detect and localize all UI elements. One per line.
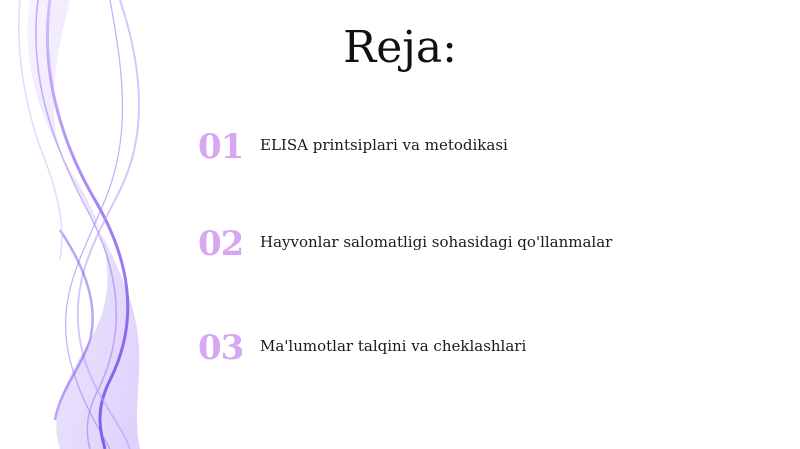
item-number: 02 bbox=[198, 224, 244, 264]
purple-ribbon-decoration bbox=[0, 0, 200, 449]
agenda-item bbox=[198, 127, 758, 167]
item-text: ELISA printsiplari va metodikasi bbox=[260, 136, 508, 154]
item-text: Ma'lumotlar talqini va cheklashlari bbox=[260, 337, 527, 355]
item-number: 01 bbox=[198, 127, 244, 167]
slide-title: Reja: bbox=[343, 22, 457, 73]
item-text: Hayvonlar salomatligi sohasidagi qo'llanmalar bbox=[260, 233, 613, 251]
agenda-item bbox=[198, 328, 758, 368]
item-number: 03 bbox=[198, 328, 244, 368]
agenda-item bbox=[198, 224, 758, 264]
